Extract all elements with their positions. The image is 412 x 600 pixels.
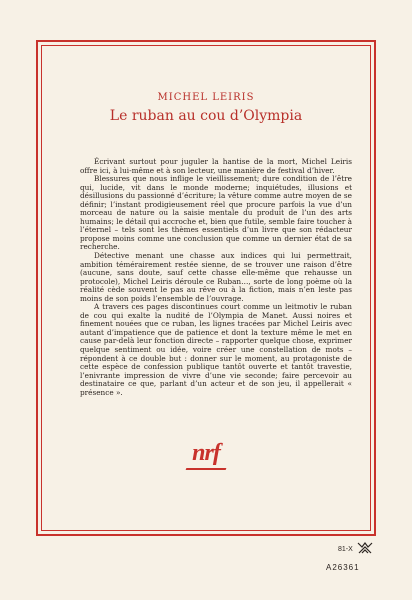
blurb-paragraph: Blessures que nous inflige le vieillissement; dure condition de l’être qui, lucide, vit dans le monde moderne; inquiétudes, illusions et désillusions du passionné d’écriture; la vêture comme autre moyen de se définir; l’instant prodigieusement réel que procure parfois la vue d’un morceau de nature ou la saisie mentale du produit de l’un des arts humains; le détail qui accroche et, bien que futile, semble faire toucher à l’éternel – tels sont les thèmes essentiels d’un livre que son rédacteur propose moins comme une conclusion que comme un dernier état de sa recherche. — [80, 174, 352, 252]
author-name: MICHEL LEIRIS — [157, 92, 255, 103]
logo-underline — [186, 468, 227, 470]
publisher-emblem-icon — [356, 541, 374, 555]
catalog-code: 81-X — [338, 546, 353, 553]
blurb-paragraph: Écrivant surtout pour juguler la hantise de la mort, Michel Leiris offre ici, à lui-même et à son lecteur, une manière de festival d’hiver. — [80, 157, 352, 175]
blurb-paragraph: Détective menant une chasse aux indices qui lui permettrait, ambition témérairement restée sienne, de se trouver une raison d’être (aucune, sans doute, sauf cette chasse elle-même que rehausse un protocole), Michel Leiris déroule ce Ruban…, sorte de long poème où la réalité cède souvent le pas au rêve ou à la fiction, mais n’en leste pas moins de son poids l’ensemble de l’ouvrage. — [80, 251, 352, 303]
reference-number: A26361 — [326, 563, 360, 572]
blurb-text — [80, 158, 352, 397]
publisher-logo: nrf — [192, 440, 220, 466]
blurb-paragraph: A travers ces pages discontinues court comme un leitmotiv le ruban de cou qui exalte la nudité de l’Olympia de Manet. Aussi noires et finement nouées que ce ruban, les lignes tracées par Michel Leiris avec autant d’impatience que de patience et dont la texture même le met en cause par-delà leur fonction directe – rapporter quelque chose, exprimer quelque sentiment ou idée, voire créer une constellation de mots – répondent à ce double but : donner sur le moment, au protagoniste de cette espèce de confession publique tantôt ouverte et tantôt travestie, l’enivrante impression de vivre d’une vie seconde; faire percevoir au destinataire ce que, parlant d’un acteur et de son jeu, il appellerait « présence ». — [80, 302, 352, 397]
book-title: Le ruban au cou d’Olympia — [109, 108, 303, 124]
